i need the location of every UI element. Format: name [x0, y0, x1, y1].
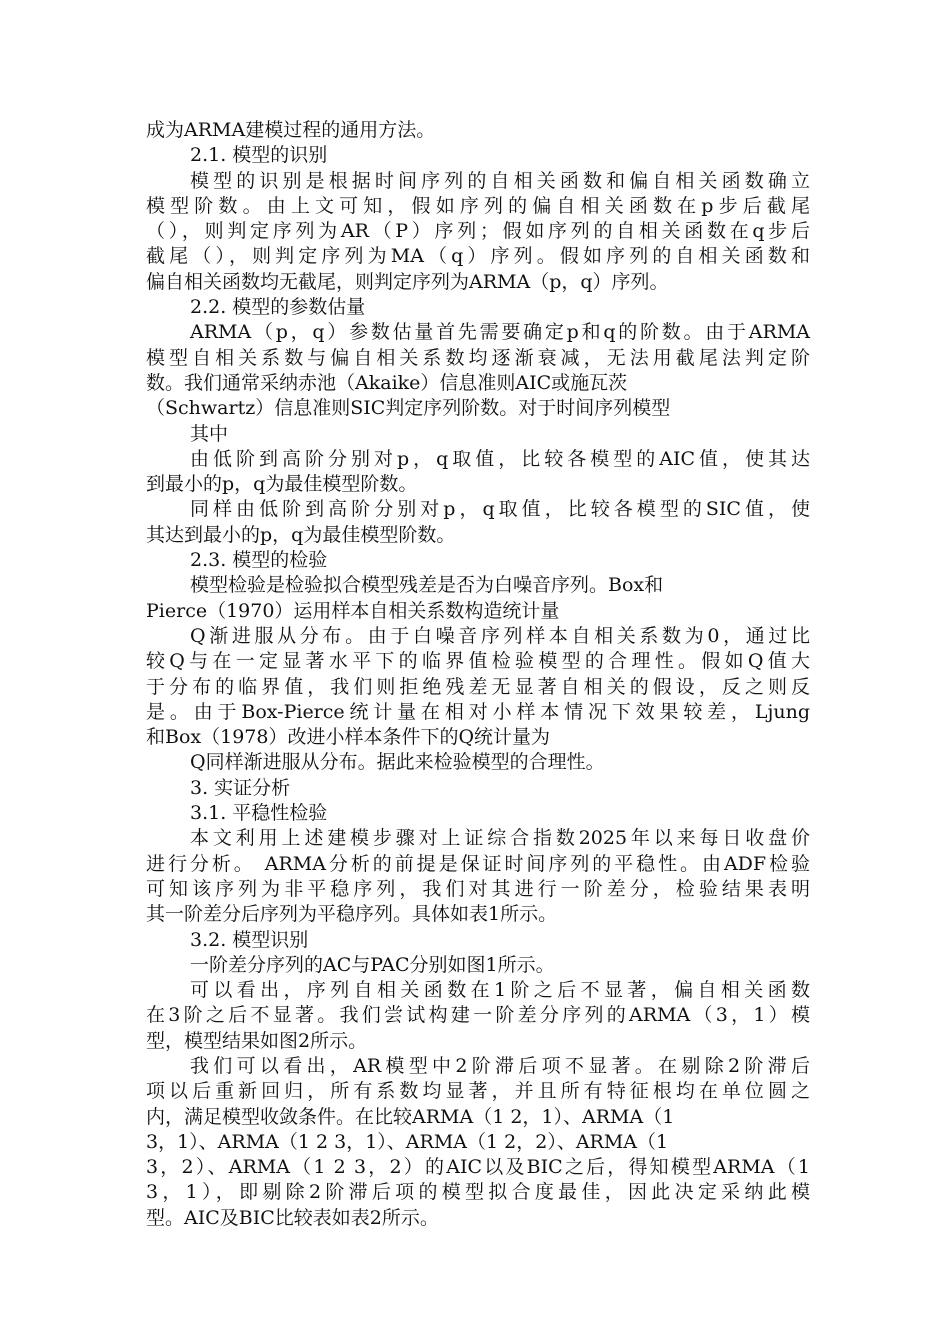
text-line: 3，1）、ARMA（1 2 3，1）、ARMA（1 2，2）、ARMA（1 — [146, 1130, 669, 1153]
text-line: 数。我们通常采纳赤池（Akaike）信息准则AIC或施瓦茨 — [146, 371, 628, 394]
text-line: 3.1. 平稳性检验 — [190, 802, 328, 825]
text-line: 进行分析。 ARMA分析的前提是保证时间序列的平稳性。由ADF检验 — [146, 852, 810, 875]
text-line: 3. 实证分析 — [190, 776, 291, 799]
text-line: （），则判定序列为AR（P）序列；假如序列的自相关函数在q步后 — [146, 220, 810, 243]
text-line: 内，满足模型收敛条件。在比较ARMA（1 2，1）、ARMA（1 — [146, 1105, 675, 1128]
text-line: 由低阶到高阶分别对p，q取值，比较各模型的AIC值，使其达 — [190, 447, 810, 470]
text-line: 一阶差分序列的AC与PAC分别如图1所示。 — [190, 953, 555, 976]
text-line: 2.2. 模型的参数估量 — [190, 296, 366, 319]
article-body — [146, 118, 810, 1231]
text-line: 于分布的临界值，我们则拒绝残差无显著自相关的假设，反之则反 — [146, 675, 810, 698]
text-line: 2.1. 模型的识别 — [190, 144, 328, 167]
text-line: （Schwartz）信息准则SIC判定序列阶数。对于时间序列模型 — [146, 397, 671, 420]
text-line: 项以后重新回归，所有系数均显著，并且所有特征根均在单位圆之 — [146, 1080, 810, 1103]
text-line: 和Box（1978）改进小样本条件下的Q统计量为 — [146, 726, 551, 749]
text-line: 我们可以看出，AR模型中2阶滞后项不显著。在剔除2阶滞后 — [190, 1054, 810, 1077]
text-line: 3，1），即剔除2阶滞后项的模型拟合度最佳，因此决定采纳此模 — [146, 1181, 810, 1204]
text-line: 本文利用上述建模步骤对上证综合指数2025年以来每日收盘价 — [190, 827, 810, 850]
text-line: 可以看出，序列自相关函数在1阶之后不显著，偏自相关函数 — [190, 979, 810, 1002]
text-line: 3，2）、ARMA（1 2 3，2）的AIC以及BIC之后，得知模型ARMA（1 — [146, 1156, 810, 1179]
text-line: 较Q与在一定显著水平下的临界值检验模型的合理性。假如Q值大 — [146, 650, 810, 673]
text-line: ARMA（p，q）参数估量首先需要确定p和q的阶数。由于ARMA — [190, 321, 810, 344]
text-line: Q同样渐进服从分布。据此来检验模型的合理性。 — [190, 751, 605, 774]
text-line: 模型自相关系数与偏自相关系数均逐渐衰减，无法用截尾法判定阶 — [146, 346, 810, 369]
text-line: 模型阶数。由上文可知，假如序列的偏自相关函数在p步后截尾 — [146, 194, 810, 217]
text-line: 截尾（），则判定序列为MA（q）序列。假如序列的自相关函数和 — [146, 245, 810, 268]
text-line: 偏自相关函数均无截尾，则判定序列为ARMA（p，q）序列。 — [146, 270, 669, 293]
text-line: 同样由低阶到高阶分别对p，q取值，比较各模型的SIC值，使 — [190, 498, 810, 521]
text-line: 模型的识别是根据时间序列的自相关函数和偏自相关函数确立 — [190, 169, 810, 192]
text-line: 在3阶之后不显著。我们尝试构建一阶差分序列的ARMA（3，1）模 — [146, 1004, 810, 1027]
text-line: 型。AIC及BIC比较表如表2所示。 — [146, 1206, 439, 1229]
text-line: 其达到最小的p，q为最佳模型阶数。 — [146, 523, 456, 546]
text-line: 模型检验是检验拟合模型残差是否为白噪音序列。Box和 — [190, 574, 664, 597]
text-line: 型，模型结果如图2所示。 — [146, 1029, 368, 1052]
text-line: 到最小的p，q为最佳模型阶数。 — [146, 473, 418, 496]
text-line: 其一阶差分后序列为平稳序列。具体如表1所示。 — [146, 903, 558, 926]
text-line: Pierce（1970）运用样本自相关系数构造统计量 — [146, 599, 560, 622]
text-line: 是。由于Box-Pierce统计量在相对小样本情况下效果较差，Ljung — [146, 700, 810, 723]
text-line: 2.3. 模型的检验 — [190, 549, 328, 572]
text-line: 成为ARMA建模过程的通用方法。 — [146, 119, 436, 141]
text-line: 3.2. 模型识别 — [190, 928, 309, 951]
text-line: 可知该序列为非平稳序列，我们对其进行一阶差分，检验结果表明 — [146, 877, 810, 900]
text-line: Q渐进服从分布。由于白噪音序列样本自相关系数为0，通过比 — [190, 624, 810, 647]
text-line: 其中 — [190, 422, 229, 445]
